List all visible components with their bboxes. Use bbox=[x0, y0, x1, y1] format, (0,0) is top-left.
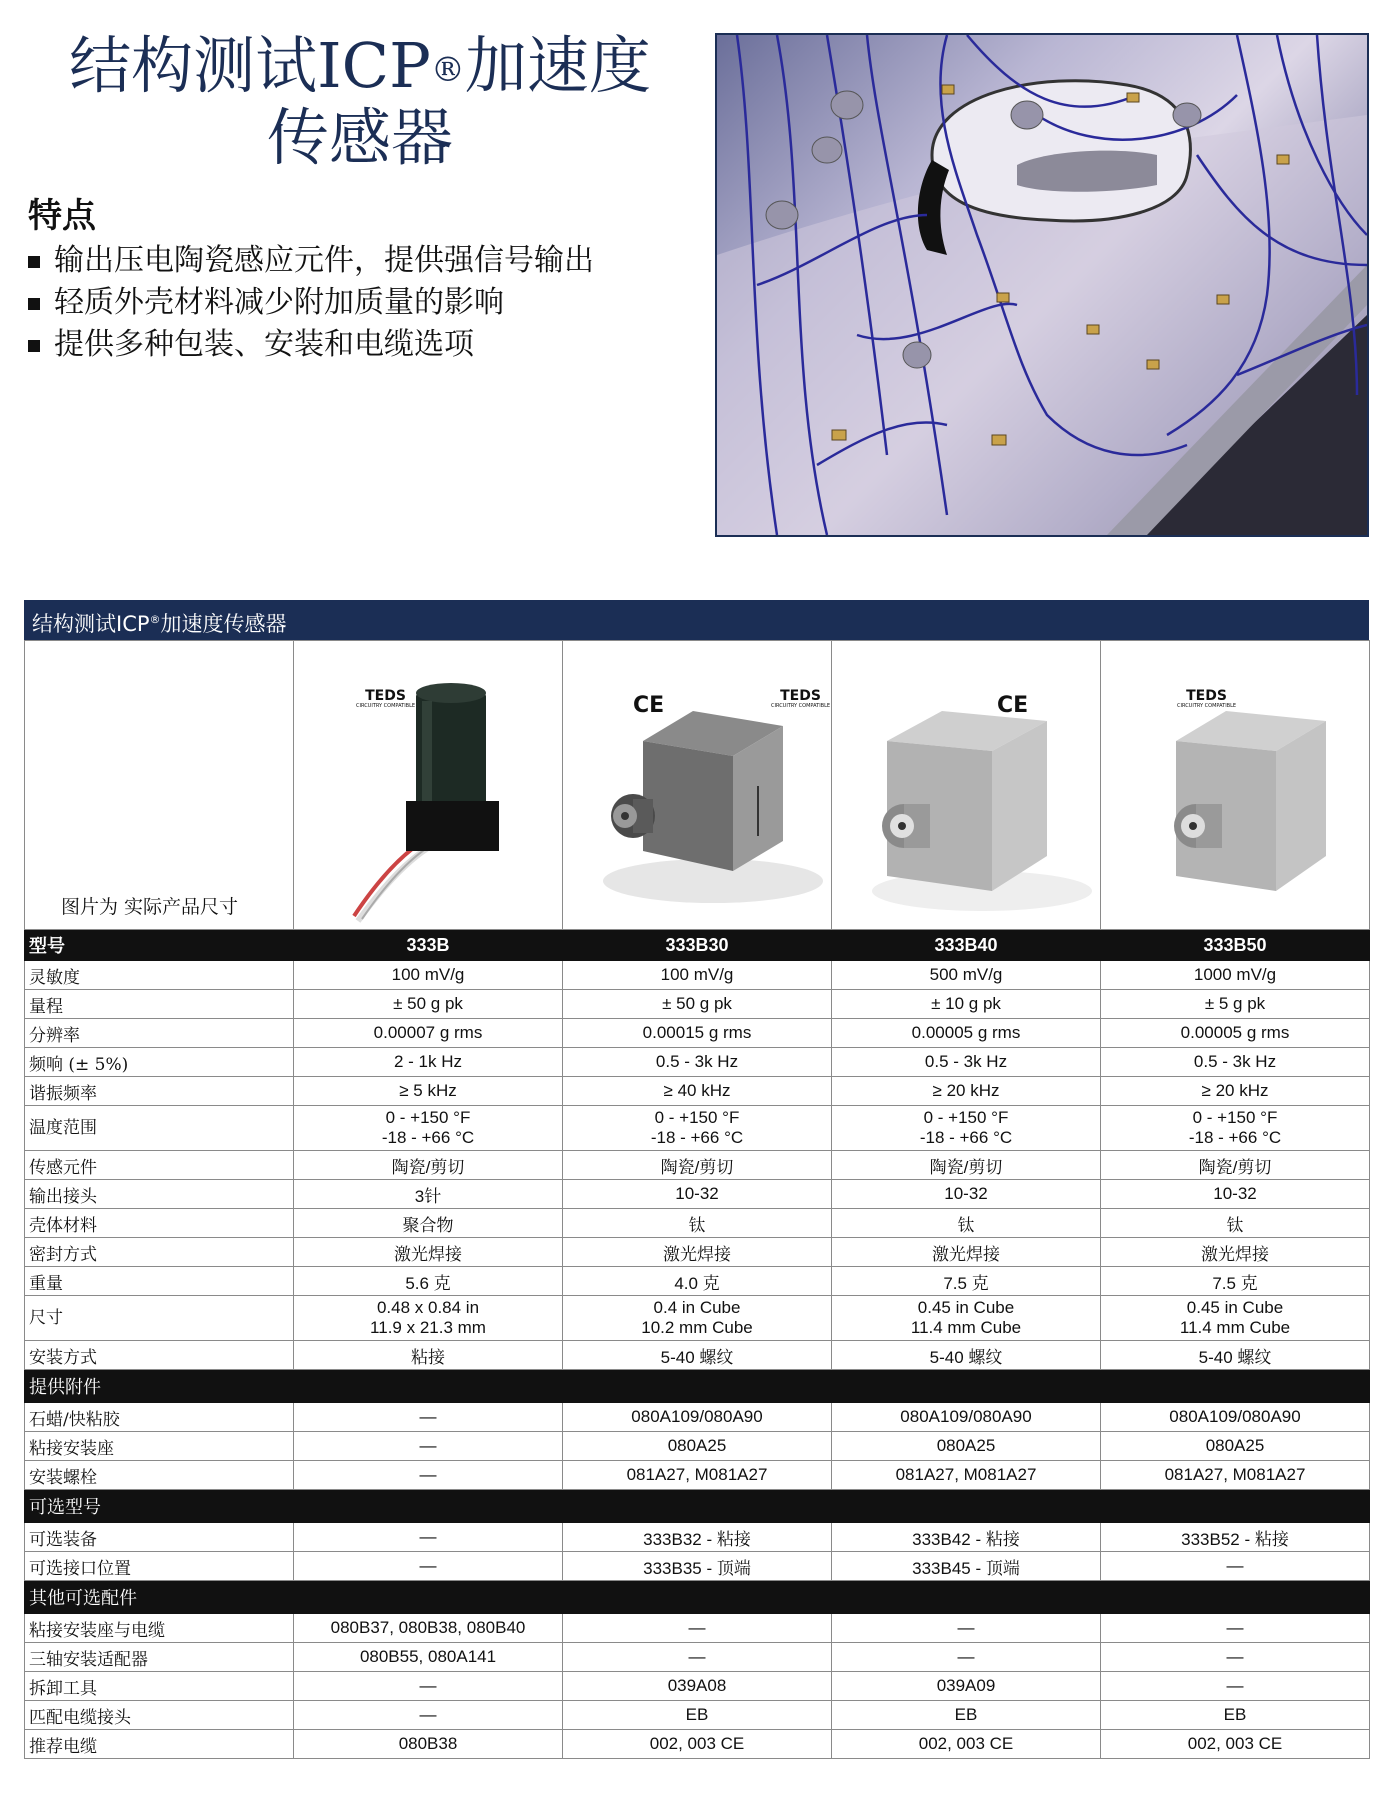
spec-label: 粘接安装座与电缆 bbox=[25, 1614, 294, 1643]
spec-value: — bbox=[1101, 1614, 1370, 1643]
cell-line: 0 - +150 °F bbox=[654, 1108, 740, 1127]
spec-value: 080B38 bbox=[294, 1730, 563, 1759]
model-name: 333B40 bbox=[832, 930, 1101, 961]
spec-label: 灵敏度 bbox=[25, 961, 294, 990]
spec-row bbox=[25, 1403, 1370, 1432]
spec-value: 080B37, 080B38, 080B40 bbox=[294, 1614, 563, 1643]
teds-logo: TEDS CIRCUITRY COMPATIBLE bbox=[771, 688, 831, 709]
spec-value: 500 mV/g bbox=[832, 961, 1101, 990]
spec-value: 5-40 螺纹 bbox=[1101, 1341, 1370, 1370]
product-image-row bbox=[25, 641, 1370, 930]
cell-line: 11.4 mm Cube bbox=[1179, 1318, 1291, 1337]
spec-value: 0.5 - 3k Hz bbox=[563, 1048, 832, 1077]
spec-rows bbox=[25, 961, 1370, 1759]
section-header-row bbox=[25, 1490, 1370, 1523]
spec-value: 081A27, M081A27 bbox=[563, 1461, 832, 1490]
spec-value: ± 50 g pk bbox=[563, 990, 832, 1019]
spec-value: 10-32 bbox=[832, 1180, 1101, 1209]
spec-value: 陶瓷/剪切 bbox=[294, 1151, 563, 1180]
bullet-square-icon bbox=[28, 256, 40, 268]
spec-value bbox=[1101, 1106, 1370, 1151]
spec-value: 333B45 - 顶端 bbox=[832, 1552, 1101, 1581]
section-title: 可选型号 bbox=[25, 1490, 1370, 1523]
feature-item: 提供多种包装、安装和电缆选项 bbox=[28, 324, 594, 366]
spec-row bbox=[25, 1151, 1370, 1180]
spec-value bbox=[563, 1296, 832, 1341]
spec-value: 激光焊接 bbox=[1101, 1238, 1370, 1267]
spec-value: ≥ 20 kHz bbox=[832, 1077, 1101, 1106]
spec-value: 333B42 - 粘接 bbox=[832, 1523, 1101, 1552]
model-header-row bbox=[25, 930, 1370, 961]
spec-label: 推荐电缆 bbox=[25, 1730, 294, 1759]
section-title: 其他可选配件 bbox=[25, 1581, 1370, 1614]
spec-value: 聚合物 bbox=[294, 1209, 563, 1238]
spec-value: 0.00007 g rms bbox=[294, 1019, 563, 1048]
spec-row bbox=[25, 1048, 1370, 1077]
model-name: 333B30 bbox=[563, 930, 832, 961]
spec-value bbox=[294, 1106, 563, 1151]
section-title: 提供附件 bbox=[25, 1370, 1370, 1403]
spec-value: 陶瓷/剪切 bbox=[1101, 1151, 1370, 1180]
spec-value: 4.0 克 bbox=[563, 1267, 832, 1296]
spec-value: ± 50 g pk bbox=[294, 990, 563, 1019]
spec-label: 匹配电缆接头 bbox=[25, 1701, 294, 1730]
section-header-row bbox=[25, 1581, 1370, 1614]
model-label: 型号 bbox=[25, 930, 294, 961]
cell-line: 0.45 in Cube bbox=[917, 1298, 1015, 1317]
spec-value: 0.5 - 3k Hz bbox=[1101, 1048, 1370, 1077]
spec-value: 钛 bbox=[1101, 1209, 1370, 1238]
spec-value: 081A27, M081A27 bbox=[1101, 1461, 1370, 1490]
spec-value: — bbox=[832, 1643, 1101, 1672]
spec-value: 333B52 - 粘接 bbox=[1101, 1523, 1370, 1552]
spec-row bbox=[25, 1432, 1370, 1461]
spec-row bbox=[25, 1106, 1370, 1151]
spec-value: 钛 bbox=[563, 1209, 832, 1238]
feature-list bbox=[28, 240, 594, 366]
spec-value: 5.6 克 bbox=[294, 1267, 563, 1296]
spec-row bbox=[25, 1552, 1370, 1581]
spec-value: — bbox=[294, 1672, 563, 1701]
spec-value: ± 5 g pk bbox=[1101, 990, 1370, 1019]
spec-value: 081A27, M081A27 bbox=[832, 1461, 1101, 1490]
spec-value: 激光焊接 bbox=[563, 1238, 832, 1267]
spec-value: 10-32 bbox=[563, 1180, 832, 1209]
spec-value: 10-32 bbox=[1101, 1180, 1370, 1209]
spec-value: 002, 003 CE bbox=[563, 1730, 832, 1759]
spec-value bbox=[563, 1106, 832, 1151]
spec-value bbox=[1101, 1296, 1370, 1341]
spec-value: — bbox=[294, 1432, 563, 1461]
spec-label: 传感元件 bbox=[25, 1151, 294, 1180]
spec-label: 拆卸工具 bbox=[25, 1672, 294, 1701]
spec-label: 尺寸 bbox=[25, 1296, 294, 1341]
cell-line: 11.4 mm Cube bbox=[910, 1318, 1022, 1337]
hero-photo-car-mirror-sensors bbox=[715, 33, 1369, 537]
spec-value: 333B32 - 粘接 bbox=[563, 1523, 832, 1552]
spec-label: 可选接口位置 bbox=[25, 1552, 294, 1581]
spec-value: 7.5 克 bbox=[1101, 1267, 1370, 1296]
image-caption: 图片为 实际产品尺寸 bbox=[61, 896, 239, 918]
spec-label: 分辨率 bbox=[25, 1019, 294, 1048]
spec-value bbox=[294, 1296, 563, 1341]
ce-mark: CE bbox=[997, 693, 1029, 718]
product-image-333b30 bbox=[563, 641, 832, 930]
spec-value: 002, 003 CE bbox=[1101, 1730, 1370, 1759]
spec-row bbox=[25, 1614, 1370, 1643]
spec-value: 激光焊接 bbox=[294, 1238, 563, 1267]
spec-value: 5-40 螺纹 bbox=[563, 1341, 832, 1370]
product-image-333b bbox=[294, 641, 563, 930]
features-heading: 特点 bbox=[28, 196, 96, 236]
model-name: 333B50 bbox=[1101, 930, 1370, 961]
spec-value: — bbox=[294, 1552, 563, 1581]
spec-label: 谐振频率 bbox=[25, 1077, 294, 1106]
spec-table-container bbox=[24, 600, 1369, 1759]
spec-value: 激光焊接 bbox=[832, 1238, 1101, 1267]
image-caption-cell bbox=[25, 641, 294, 930]
cell-line: -18 - +66 °C bbox=[650, 1128, 744, 1147]
table-title: 结构测试ICP®加速度传感器 bbox=[24, 600, 1369, 640]
spec-value: 080A25 bbox=[563, 1432, 832, 1461]
spec-label: 粘接安装座 bbox=[25, 1432, 294, 1461]
spec-value: 粘接 bbox=[294, 1341, 563, 1370]
spec-value: 0.00005 g rms bbox=[832, 1019, 1101, 1048]
spec-value: 080A109/080A90 bbox=[1101, 1403, 1370, 1432]
spec-label: 密封方式 bbox=[25, 1238, 294, 1267]
cell-line: 0 - +150 °F bbox=[923, 1108, 1009, 1127]
spec-value: 100 mV/g bbox=[294, 961, 563, 990]
spec-row bbox=[25, 1077, 1370, 1106]
spec-value: EB bbox=[563, 1701, 832, 1730]
bullet-square-icon bbox=[28, 298, 40, 310]
cell-line: 11.9 x 21.3 mm bbox=[370, 1318, 486, 1337]
spec-row bbox=[25, 1019, 1370, 1048]
spec-row bbox=[25, 990, 1370, 1019]
spec-value: — bbox=[832, 1614, 1101, 1643]
spec-row bbox=[25, 1523, 1370, 1552]
cell-line: 0 - +150 °F bbox=[1192, 1108, 1278, 1127]
spec-value: — bbox=[294, 1701, 563, 1730]
spec-row bbox=[25, 1296, 1370, 1341]
spec-value: 080A109/080A90 bbox=[563, 1403, 832, 1432]
cell-line: 0.4 in Cube bbox=[653, 1298, 741, 1317]
cell-line: 0 - +150 °F bbox=[385, 1108, 471, 1127]
spec-value: 333B35 - 顶端 bbox=[563, 1552, 832, 1581]
spec-label: 量程 bbox=[25, 990, 294, 1019]
spec-label: 石蜡/快粘胶 bbox=[25, 1403, 294, 1432]
spec-value: 002, 003 CE bbox=[832, 1730, 1101, 1759]
spec-value: 7.5 克 bbox=[832, 1267, 1101, 1296]
cell-line: 0.45 in Cube bbox=[1186, 1298, 1284, 1317]
spec-value: 陶瓷/剪切 bbox=[832, 1151, 1101, 1180]
spec-value: 0.00015 g rms bbox=[563, 1019, 832, 1048]
spec-value: 2 - 1k Hz bbox=[294, 1048, 563, 1077]
spec-label: 输出接头 bbox=[25, 1180, 294, 1209]
spec-value: 080A25 bbox=[1101, 1432, 1370, 1461]
spec-value: EB bbox=[832, 1701, 1101, 1730]
spec-value: 080A109/080A90 bbox=[832, 1403, 1101, 1432]
spec-label: 三轴安装适配器 bbox=[25, 1643, 294, 1672]
spec-value: ≥ 40 kHz bbox=[563, 1077, 832, 1106]
spec-value: — bbox=[294, 1403, 563, 1432]
spec-row bbox=[25, 1267, 1370, 1296]
teds-logo: TEDS CIRCUITRY COMPATIBLE bbox=[356, 688, 416, 709]
spec-row bbox=[25, 1672, 1370, 1701]
spec-value: 陶瓷/剪切 bbox=[563, 1151, 832, 1180]
spec-value: — bbox=[294, 1461, 563, 1490]
spec-value: EB bbox=[1101, 1701, 1370, 1730]
spec-value bbox=[832, 1296, 1101, 1341]
spec-row bbox=[25, 1341, 1370, 1370]
spec-label: 壳体材料 bbox=[25, 1209, 294, 1238]
spec-label: 可选装备 bbox=[25, 1523, 294, 1552]
spec-value: — bbox=[563, 1643, 832, 1672]
spec-value: 3针 bbox=[294, 1180, 563, 1209]
feature-item: 输出压电陶瓷感应元件，提供强信号输出 bbox=[28, 240, 594, 282]
spec-value: — bbox=[1101, 1552, 1370, 1581]
spec-value: 080B55, 080A141 bbox=[294, 1643, 563, 1672]
page-title: 结构测试ICP®加速度 传感器 bbox=[69, 29, 651, 174]
spec-value: 1000 mV/g bbox=[1101, 961, 1370, 990]
model-name: 333B bbox=[294, 930, 563, 961]
spec-label: 重量 bbox=[25, 1267, 294, 1296]
spec-value: 钛 bbox=[832, 1209, 1101, 1238]
spec-value: — bbox=[1101, 1643, 1370, 1672]
spec-value: ≥ 20 kHz bbox=[1101, 1077, 1370, 1106]
spec-value: 100 mV/g bbox=[563, 961, 832, 990]
spec-value bbox=[832, 1106, 1101, 1151]
spec-row bbox=[25, 1730, 1370, 1759]
section-header-row bbox=[25, 1370, 1370, 1403]
spec-value: 039A09 bbox=[832, 1672, 1101, 1701]
spec-value: ± 10 g pk bbox=[832, 990, 1101, 1019]
cell-line: -18 - +66 °C bbox=[1188, 1128, 1282, 1147]
spec-label: 安装螺栓 bbox=[25, 1461, 294, 1490]
spec-value: 039A08 bbox=[563, 1672, 832, 1701]
spec-row bbox=[25, 1238, 1370, 1267]
spec-value: — bbox=[1101, 1672, 1370, 1701]
feature-item: 轻质外壳材料减少附加质量的影响 bbox=[28, 282, 594, 324]
spec-value: ≥ 5 kHz bbox=[294, 1077, 563, 1106]
spec-label: 频响 (± 5%) bbox=[25, 1048, 294, 1077]
cell-line: 0.48 x 0.84 in bbox=[376, 1298, 480, 1317]
spec-value: 080A25 bbox=[832, 1432, 1101, 1461]
spec-value: 0.5 - 3k Hz bbox=[832, 1048, 1101, 1077]
bullet-square-icon bbox=[28, 340, 40, 352]
product-image-333b50 bbox=[1101, 641, 1370, 930]
spec-value: — bbox=[563, 1614, 832, 1643]
cell-line: -18 - +66 °C bbox=[919, 1128, 1013, 1147]
cell-line: -18 - +66 °C bbox=[381, 1128, 475, 1147]
product-image-333b40 bbox=[832, 641, 1101, 930]
spec-row bbox=[25, 1209, 1370, 1238]
spec-row bbox=[25, 961, 1370, 990]
spec-value: 5-40 螺纹 bbox=[832, 1341, 1101, 1370]
spec-value: — bbox=[294, 1523, 563, 1552]
spec-value: 0.00005 g rms bbox=[1101, 1019, 1370, 1048]
spec-row bbox=[25, 1180, 1370, 1209]
spec-label: 安装方式 bbox=[25, 1341, 294, 1370]
spec-table bbox=[24, 640, 1370, 1759]
spec-label: 温度范围 bbox=[25, 1106, 294, 1151]
spec-row bbox=[25, 1643, 1370, 1672]
ce-mark: CE bbox=[633, 693, 665, 718]
teds-logo: TEDS CIRCUITRY COMPATIBLE bbox=[1177, 688, 1237, 709]
spec-row bbox=[25, 1461, 1370, 1490]
cell-line: 10.2 mm Cube bbox=[641, 1318, 753, 1337]
spec-row bbox=[25, 1701, 1370, 1730]
